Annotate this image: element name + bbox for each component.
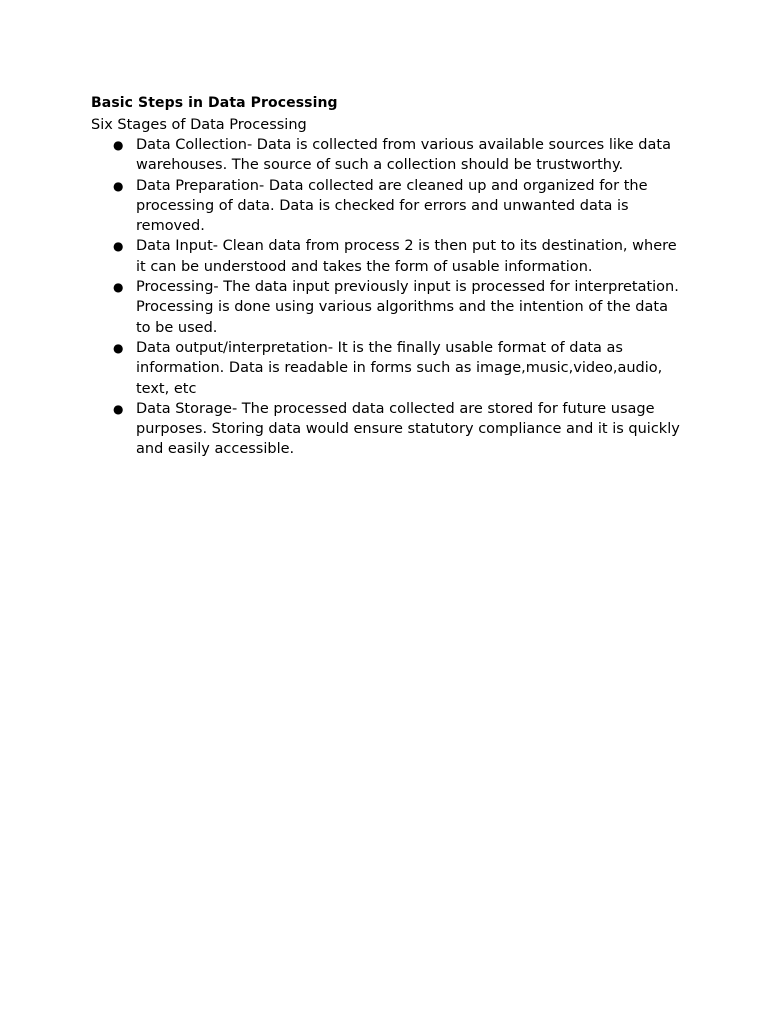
bullet-icon: ● bbox=[113, 138, 124, 152]
list-item bbox=[91, 236, 681, 277]
bullet-icon: ● bbox=[113, 280, 124, 295]
list-item-text: Data Preparation- Data collected are cleaned up and organized for the processing of data. Data is checked for errors and unwanted data is removed. bbox=[136, 177, 648, 235]
list-item-text: Processing- The data input previously input is processed for interpretation. Processing is done using various algorithms and the intention of the data to be used. bbox=[136, 279, 679, 336]
list-item bbox=[91, 399, 681, 460]
bullet-icon: ● bbox=[113, 401, 124, 416]
list-item bbox=[91, 176, 681, 237]
document-subtitle: Six Stages of Data Processing bbox=[91, 117, 307, 133]
list-item bbox=[91, 338, 681, 399]
list-item-text: Data Storage- The processed data collected are stored for future usage purposes. Storing data would ensure statutory compliance and it is quickly and easily accessible. bbox=[136, 400, 680, 458]
list-item-text: Data Collection- Data is collected from various available sources like data warehouses. The source of such a collection should be trustworthy. bbox=[136, 137, 671, 174]
bullet-icon: ● bbox=[113, 340, 124, 355]
list-item bbox=[91, 277, 681, 338]
document-heading: Basic Steps in Data Processing bbox=[91, 95, 338, 111]
list-item-text: Data Input- Clean data from process 2 is then put to its destination, where it can be understood and takes the form of usable information. bbox=[136, 238, 677, 275]
bullet-icon: ● bbox=[113, 239, 124, 254]
stages-list bbox=[91, 135, 681, 460]
list-item bbox=[91, 135, 681, 176]
list-item-text: Data output/interpretation- It is the finally usable format of data as information. Data is readable in forms such as image,music,video,audio, text, etc bbox=[136, 339, 663, 397]
document-body bbox=[91, 93, 681, 460]
bullet-icon: ● bbox=[113, 178, 124, 193]
